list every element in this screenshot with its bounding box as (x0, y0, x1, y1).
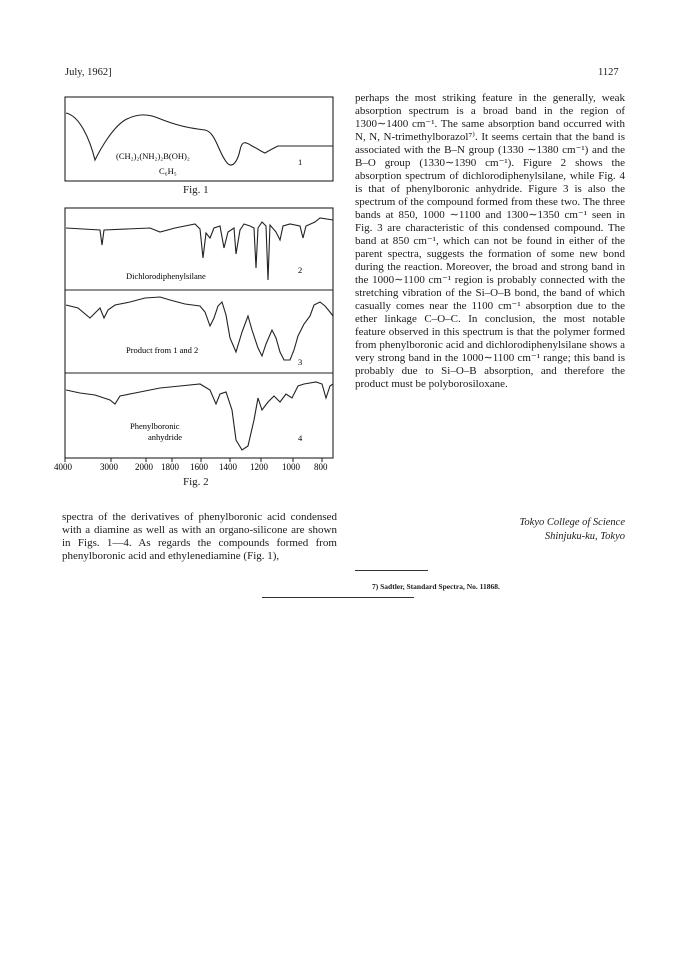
fig1-spectrum-curve (66, 113, 333, 165)
tick-label-4000: 4000 (54, 462, 72, 472)
tick-label-1600: 1600 (190, 462, 208, 472)
tick-label-1200: 1200 (250, 462, 268, 472)
running-header-left: July, 1962] (65, 67, 112, 78)
fig2-panel3-label: Product from 1 and 2 (126, 345, 199, 355)
tick-label-1400: 1400 (219, 462, 237, 472)
fig1-formula-line1: (CH₂)₂(NH₂)₂B(OH)₂ (116, 151, 190, 161)
footnote: 7) Sadtler, Standard Spectra, No. 11868. (372, 582, 500, 591)
affiliation-line2: Shinjuku-ku, Tokyo (544, 531, 625, 542)
fig1-frame (65, 97, 333, 181)
tick-label-1800: 1800 (161, 462, 179, 472)
tick-label-2000: 2000 (135, 462, 153, 472)
fig2-caption: Fig. 2 (183, 476, 209, 488)
fig2-panel2-number: 2 (298, 265, 303, 275)
fig2-frame (65, 208, 333, 458)
fig1-formula-line2: C₆H₅ (159, 166, 177, 176)
fig1-caption: Fig. 1 (183, 184, 209, 196)
tick-label-800: 800 (314, 462, 328, 472)
right-column-paragraph: perhaps the most striking feature in the generally, weak absorption spectrum is a broad band in the region of 1300∼1400 cm⁻¹. The same absorption band occurred with N, N, N-trimethylborazol⁷⁾. It seems certain that the band is associated with the B–N group (1330 ∼1380 cm⁻¹) and the B–O group (1330∼1390 cm⁻¹). Figure 2 shows the absorption spectrum of dichlorodiphenylsilane, while Fig. 4 is that of phenylboronic anhydride. Figure 3 is also the spectrum of the compound formed from these two. The three bands at 850, 1000 ∼1100 and 1300∼1350 cm⁻¹ seen in Fig. 3 are characteristic of this condensed compound. The band at 850 cm⁻¹, which can not be found in either of the parent spectra, suggests the formation of some new bond during the reaction. Moreover, the broad and strong band in the 1000∼1100 cm⁻¹ region is probably connected with the stretching vibration of the Si–O–B bond, the band of which casually comes near the 1100 cm⁻¹ absorption due to the ether linkage C–O–C. In conclusion, the most notable feature observed in this spectrum is that the polymer formed from phenylboronic acid and dichlorodiphenylsilane shows a very strong band in the 1000∼1100 cm⁻¹ range; this band is probably due to Si–O–B absorption, and therefore the product must be polyborosiloxane. (355, 92, 625, 390)
left-column-paragraph: spectra of the derivatives of phenylboronic acid condensed with a diamine as well as with an organo-silicone are shown in Figs. 1—4. As regards the compounds formed from phenylboronic acid and ethylenediamine (Fig. 1), (62, 511, 337, 562)
tick-label-3000: 3000 (100, 462, 118, 472)
fig1-curve-number: 1 (298, 157, 303, 167)
tick-label-1000: 1000 (282, 462, 300, 472)
fig2-tick-labels (54, 462, 328, 472)
fig2-panel4-label-line2: anhydride (148, 432, 182, 442)
fig2-panel2-label: Dichlorodiphenylsilane (126, 271, 206, 281)
fig2-panel3-curve (66, 297, 333, 360)
fig2-panel4-number: 4 (298, 433, 303, 443)
affiliation-line1: Tokyo College of Science (519, 517, 625, 528)
right-column-body (355, 92, 625, 391)
left-column-body (62, 500, 337, 574)
fig2-panel4-curve (66, 382, 333, 450)
fig2-panel4-label-line1: Phenylboronic (130, 421, 180, 431)
end-of-article-rule (262, 597, 414, 598)
fig2-panel3-number: 3 (298, 357, 303, 367)
page-number: 1127 (598, 67, 619, 78)
footnote-rule (355, 570, 428, 571)
